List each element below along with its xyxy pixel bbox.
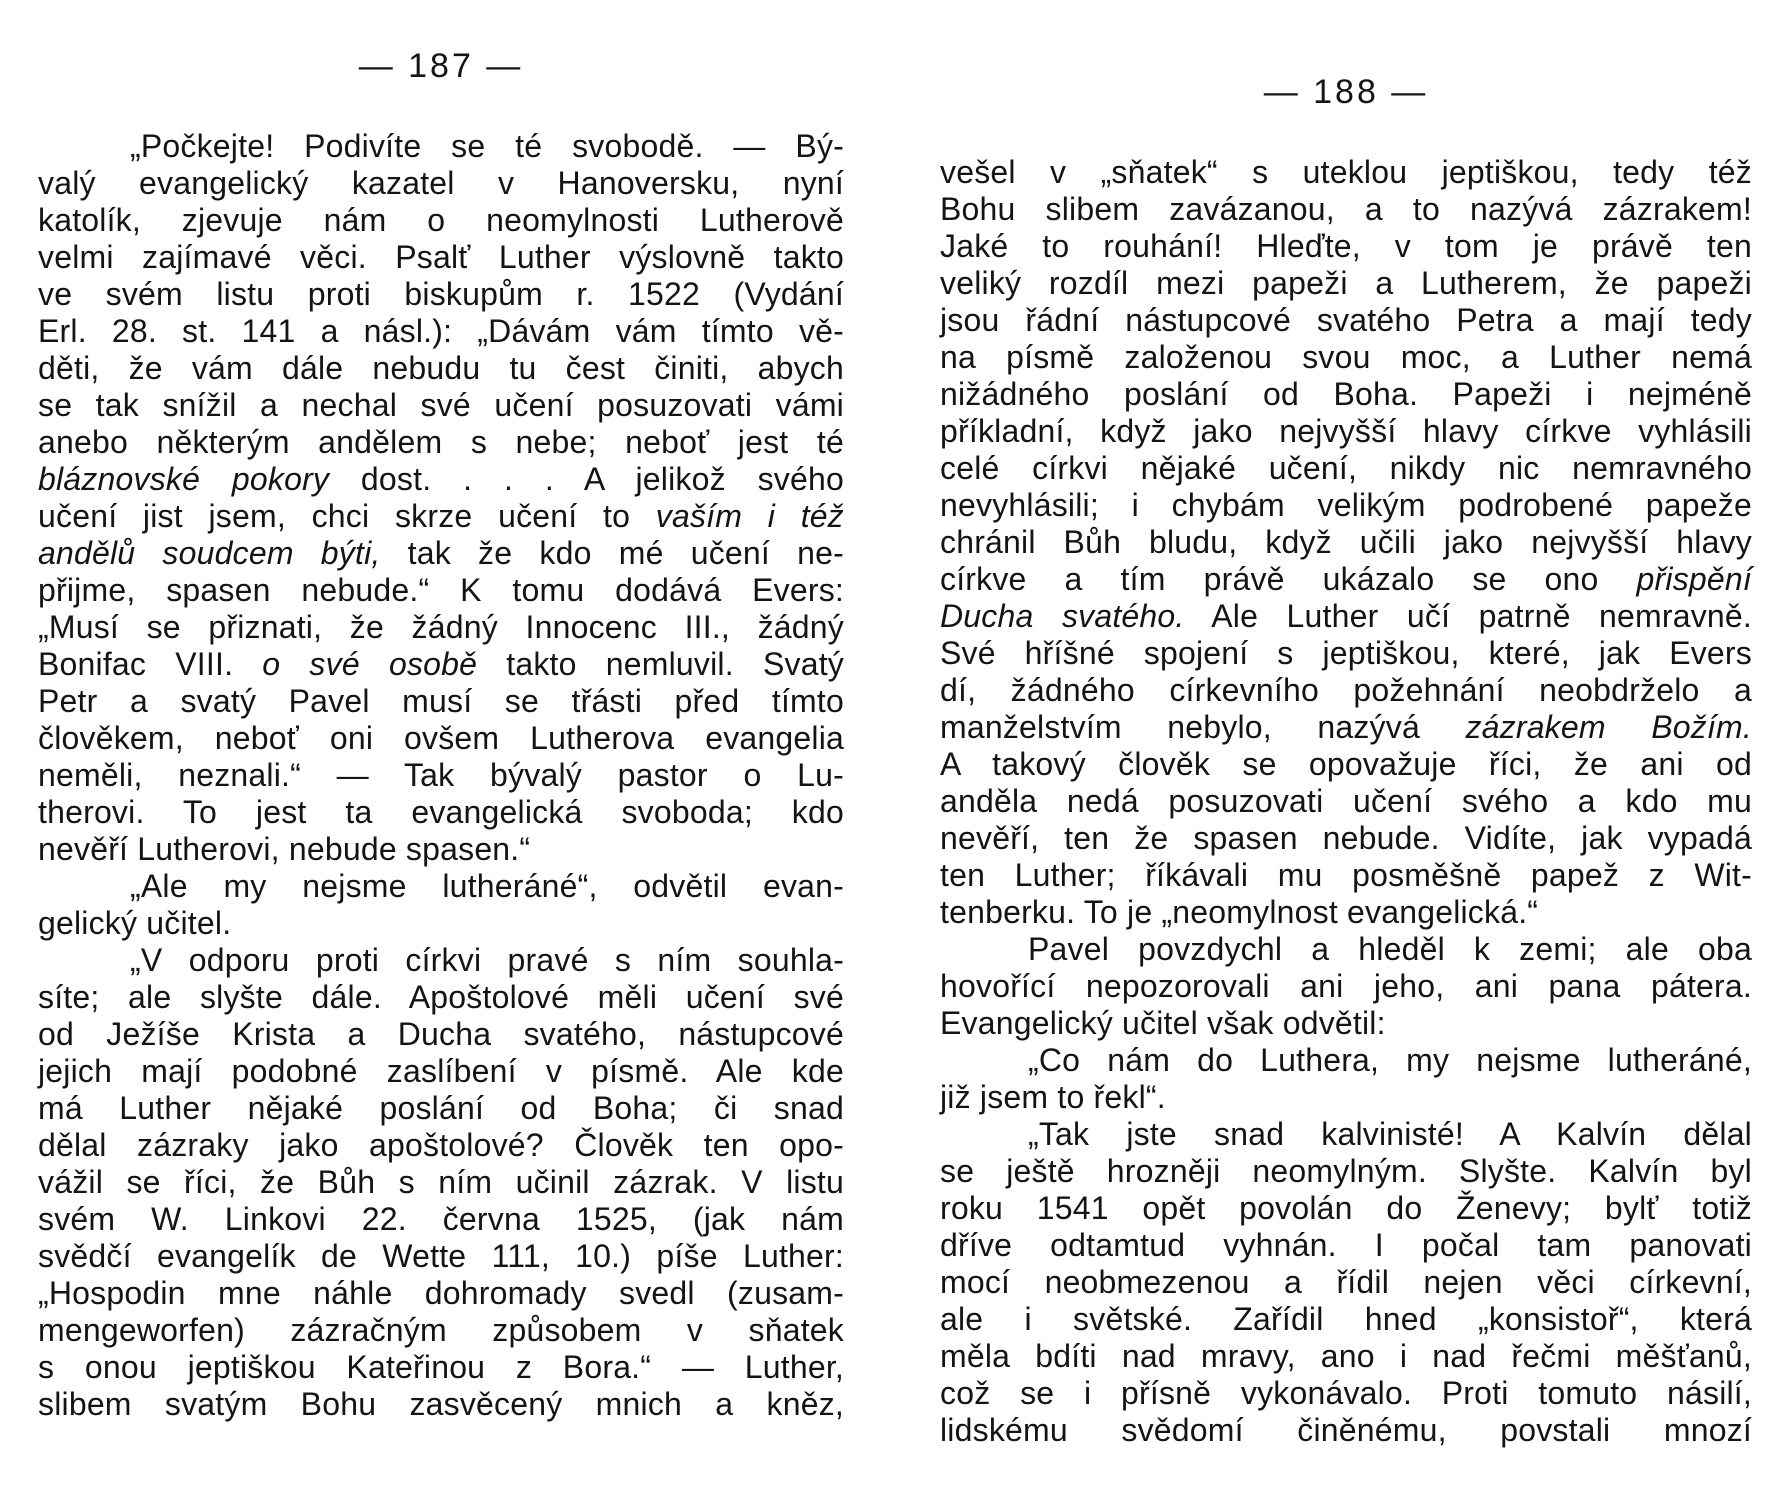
- text-line: jejich mají podobné zaslíbení v písmě. Ale kde: [38, 1053, 844, 1089]
- text-line: Jaké to rouhání! Hleďte, v tom je právě ten: [940, 228, 1752, 264]
- text-line: „V odporu proti církvi pravé s ním souhla-: [130, 942, 844, 978]
- text-line: mocí neobmezenou a řídil nejen věci církevní,: [940, 1264, 1752, 1300]
- text-line: manželstvím nebylo, nazývá zázrakem Božím.: [940, 709, 1753, 745]
- text-line: síte; ale slyšte dále. Apoštolové měli učení své: [38, 979, 844, 1015]
- text-line: chránil Bůh bludu, když učili jako nejvyšší hlavy: [940, 524, 1752, 560]
- text-line: slibem svatým Bohu zasvěcený mnich a kněz,: [38, 1386, 844, 1422]
- text-line: člověkem, neboť oni ovšem Lutherova evangelia: [38, 720, 844, 756]
- text-line: Bohu slibem zavázanou, a to nazývá zázrakem!: [940, 191, 1752, 227]
- text-line: gelický učitel.: [38, 905, 232, 941]
- text-line: nevěří Lutherovi, nebude spasen.“: [38, 831, 531, 867]
- text-line: církve a tím právě ukázalo se ono přispění: [940, 561, 1752, 597]
- text-line: „Co nám do Luthera, my nejsme lutheráné,: [1028, 1042, 1752, 1078]
- text-line: tenberku. To je „neomylnost evangelická.“: [940, 894, 1539, 930]
- text-line: veliký rozdíl mezi papeži a Lutherem, že papeži: [940, 265, 1752, 301]
- text-line: bláznovské pokory dost. . . . A jelikož svého: [38, 461, 844, 497]
- text-line: lidskému svědomí činěnému, povstali mnozí: [940, 1412, 1752, 1448]
- text-line: Bonifac VIII. o své osobě takto nemluvil. Svatý: [38, 646, 844, 682]
- text-line: příkladní, když jako nejvyšší hlavy církve vyhlásili: [940, 413, 1752, 449]
- text-line: nižádného poslání od Boha. Papeži i nejméně: [940, 376, 1752, 412]
- text-line: učení jist jsem, chci skrze učení to vaším i též: [38, 498, 844, 534]
- text-line: již jsem to řekl“.: [940, 1079, 1166, 1115]
- text-line: andělů soudcem býti, tak že kdo mé učení ne-: [38, 535, 844, 571]
- text-line: „Ale my nejsme lutheráné“, odvětil evan-: [130, 868, 844, 904]
- page-text: [38, 128, 844, 1423]
- text-line: roku 1541 opět povolán do Ženevy; bylť totiž: [940, 1190, 1752, 1226]
- text-line: Erl. 28. st. 141 a násl.): „Dávám vám tímto vě-: [38, 313, 844, 349]
- text-line: Ducha svatého. Ale Luther učí patrně nemravně.: [940, 598, 1752, 634]
- text-line: svědčí evangelík de Wette 111, 10.) píše Luther:: [38, 1238, 844, 1274]
- text-line: „Musí se přiznati, že žádný Innocenc III., žádný: [38, 609, 844, 645]
- text-line: therovi. To jest ta evangelická svoboda; kdo: [38, 794, 844, 830]
- text-line: celé církvi nějaké učení, nikdy nic nemravného: [940, 450, 1752, 486]
- text-line: nevěří, ten že spasen nebude. Vidíte, jak vypadá: [940, 820, 1752, 856]
- page-text: [940, 154, 1752, 1449]
- text-line: děti, že vám dále nebudu tu čest činiti, abych: [38, 350, 844, 386]
- text-line: Své hříšné spojení s jeptiškou, které, jak Evers: [940, 635, 1752, 671]
- text-line: s onou jeptiškou Kateřinou z Bora.“ — Luther,: [38, 1349, 844, 1385]
- text-line: „Tak jste snad kalvinisté! A Kalvín dělal: [1028, 1116, 1752, 1152]
- text-line: dělal zázraky jako apoštolové? Člověk ten opo-: [38, 1127, 844, 1163]
- text-line: Petr a svatý Pavel musí se třásti před tímto: [38, 683, 844, 719]
- text-line: anebo některým andělem s nebe; neboť jest té: [38, 424, 844, 460]
- text-line: se ještě hrozněji neomylným. Slyšte. Kalvín byl: [940, 1153, 1752, 1189]
- text-line: což se i přísně vykonávalo. Proti tomuto násilí,: [940, 1375, 1752, 1411]
- text-line: „Hospodin mne náhle dohromady svedl (zusam-: [38, 1275, 844, 1311]
- text-line: anděla nedá posuzovati učení svého a kdo mu: [940, 783, 1752, 819]
- text-line: Pavel povzdychl a hleděl k zemi; ale oba: [1028, 931, 1752, 967]
- text-line: dí, žádného církevního požehnání neobdrželo a: [940, 672, 1752, 708]
- text-line: velmi zajímavé věci. Psalť Luther výslovně takto: [38, 239, 844, 275]
- text-line: valý evangelický kazatel v Hanoversku, nyní: [38, 165, 844, 201]
- text-line: měla bdíti nad mravy, ano i nad řečmi měšťanů,: [940, 1338, 1752, 1374]
- text-line: ten Luther; říkávali mu posměšně papež z Wit-: [940, 857, 1752, 893]
- page-number: — 187 —: [358, 47, 524, 85]
- text-line: svém W. Linkovi 22. června 1525, (jak nám: [38, 1201, 844, 1237]
- text-line: na písmě založenou svou moc, a Luther nemá: [940, 339, 1752, 375]
- text-line: přijme, spasen nebude.“ K tomu dodává Evers:: [38, 572, 844, 608]
- text-line: Evangelický učitel však odvětil:: [940, 1005, 1386, 1041]
- text-line: dříve odtamtud vyhnán. I počal tam panovati: [940, 1227, 1752, 1263]
- text-line: „Počkejte! Podivíte se té svobodě. — Bý-: [130, 128, 844, 164]
- text-line: vešel v „sňatek“ s uteklou jeptiškou, tedy též: [940, 154, 1752, 190]
- text-line: ale i světské. Zařídil hned „konsistoř“, která: [940, 1301, 1752, 1337]
- text-line: jsou řádní nástupcové svatého Petra a mají tedy: [940, 302, 1752, 338]
- page-number: — 188 —: [1263, 73, 1429, 111]
- text-line: od Ježíše Krista a Ducha svatého, nástupcové: [38, 1016, 844, 1052]
- text-line: vážil se říci, že Bůh s ním učinil zázrak. V listu: [38, 1164, 844, 1200]
- right-page: [940, 0, 1752, 1449]
- text-line: se tak snížil a nechal své učení posuzovati vámi: [38, 387, 844, 423]
- text-line: A takový člověk se opovažuje říci, že ani od: [940, 746, 1752, 782]
- left-page: [38, 0, 844, 1423]
- text-line: nevyhlásili; i chybám velikým podrobené papeže: [940, 487, 1752, 523]
- text-line: ve svém listu proti biskupům r. 1522 (Vydání: [38, 276, 844, 312]
- text-line: hovořící nepozorovali ani jeho, ani pana pátera.: [940, 968, 1752, 1004]
- text-line: neměli, neznali.“ — Tak bývalý pastor o Lu-: [38, 757, 844, 793]
- text-line: mengeworfen) zázračným způsobem v sňatek: [38, 1312, 844, 1348]
- text-line: má Luther nějaké poslání od Boha; či snad: [38, 1090, 844, 1126]
- text-line: katolík, zjevuje nám o neomylnosti Lutherově: [38, 202, 844, 238]
